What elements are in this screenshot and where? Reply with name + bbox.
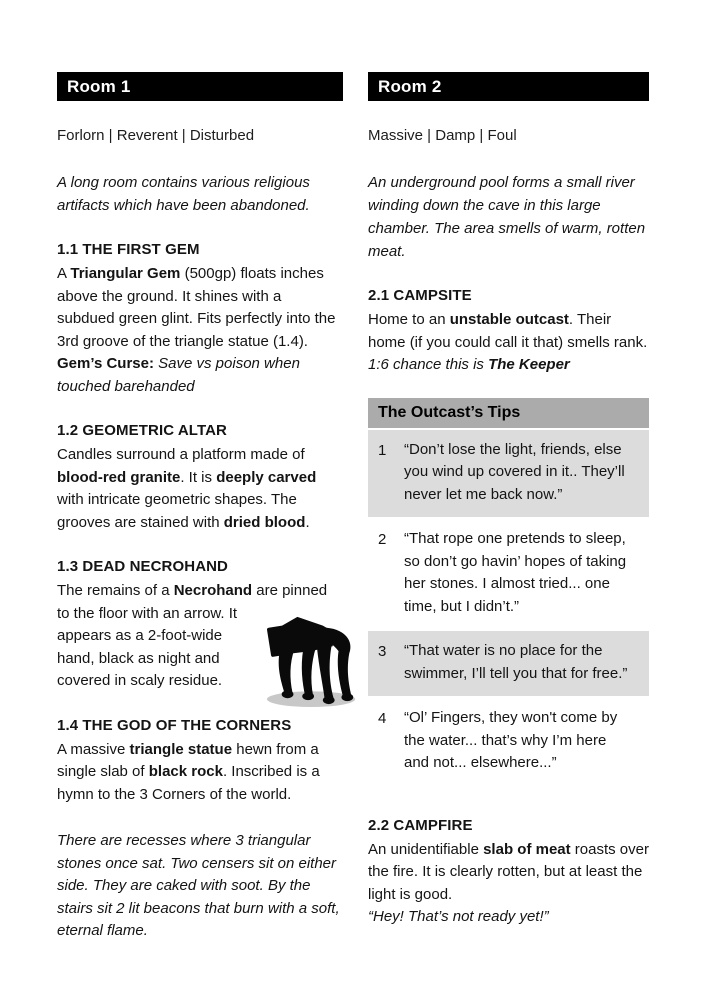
section-dead-necrohand-body: The remains of a Necrohand are pinned to the floor with an arrow. It bbox=[57, 582, 328, 622]
tips-table-row bbox=[368, 430, 649, 518]
section-geometric-altar bbox=[57, 421, 343, 534]
outcast-tips-table bbox=[368, 398, 649, 786]
tip-quote: “That water is no place for the swimmer, I’ll tell you that for free.” bbox=[404, 642, 628, 682]
section-geometric-altar-title: 1.2 GEOMETRIC ALTAR bbox=[57, 422, 227, 439]
section-campfire bbox=[368, 816, 649, 929]
tip-quote: “That rope one pretends to sleep, so don’t go havin’ hopes of taking her stones. I almost tried... one time, but I didn’t.” bbox=[404, 530, 627, 615]
section-campsite-title: 2.1 CAMPSITE bbox=[368, 287, 472, 304]
tip-number: 3 bbox=[378, 643, 387, 660]
section-campfire-title: 2.2 CAMPFIRE bbox=[368, 816, 473, 834]
tips-table-row bbox=[368, 631, 649, 696]
tip-number: 1 bbox=[378, 441, 387, 459]
tips-table-row bbox=[368, 698, 649, 786]
room2-column bbox=[368, 72, 649, 929]
section-dead-necrohand-title: 1.3 DEAD NECROHAND bbox=[57, 558, 228, 575]
section-dead-necrohand-body-wrapped: appears as a 2-foot-wide hand, black as night and covered in scaly residue. bbox=[57, 627, 223, 689]
room1-footnote: There are recesses where 3 triangular stones once sat. Two censers sit on either side. They are caked with soot. By the stairs sit 2 lit beacons that burn with a soft, eternal flame. bbox=[57, 832, 340, 939]
room2-title: Room 2 bbox=[378, 77, 442, 96]
outcast-tips-table-header: The Outcast’s Tips bbox=[368, 398, 649, 428]
section-god-of-corners-body: A massive triangle statue hewn from a single slab of black rock. Inscribed is a hymn to the 3 Corners of the world. bbox=[57, 740, 320, 803]
tip-quote: “Ol’ Fingers, they won't come by the water... that’s why I’m here and not... elsewhere...” bbox=[404, 709, 618, 771]
room1-title: Room 1 bbox=[67, 77, 131, 96]
campfire-quote: “Hey! That’s not ready yet!” bbox=[368, 908, 549, 925]
tip-number: 2 bbox=[378, 531, 387, 548]
room1-intro: A long room contains various religious artifacts which have been abandoned. bbox=[57, 174, 310, 214]
section-campsite bbox=[368, 286, 649, 377]
room1-header-bar bbox=[57, 72, 343, 101]
room2-intro: An underground pool forms a small river winding down the cave in this large chamber. The area smells of warm, rotten meat. bbox=[368, 174, 646, 260]
section-campfire-body: An unidentifiable slab of meat roasts over the fire. It is clearly rotten, but at least the light is good. bbox=[368, 840, 649, 903]
tip-number: 4 bbox=[378, 710, 387, 727]
section-campsite-body: Home to an unstable outcast. Their home (if you could call it that) smells rank. 1:6 chance this is The Keeper bbox=[368, 311, 648, 373]
section-geometric-altar-body: Candles surround a platform made of blood-red granite. It is deeply carved with intricate geometric shapes. The grooves are stained with dried blood. bbox=[57, 446, 317, 531]
section-god-of-corners-title: 1.4 THE GOD OF THE CORNERS bbox=[57, 716, 292, 734]
section-first-gem-title: 1.1 THE FIRST GEM bbox=[57, 241, 200, 258]
tips-table-row bbox=[368, 519, 649, 629]
tip-quote: “Don’t lose the light, friends, else you wind up covered in it.. They’ll never let me back now.” bbox=[404, 440, 625, 503]
section-god-of-corners bbox=[57, 716, 343, 807]
room1-column bbox=[57, 72, 343, 943]
section-first-gem bbox=[57, 240, 343, 398]
room1-tags: Forlorn | Reverent | Disturbed bbox=[57, 127, 255, 144]
section-dead-necrohand bbox=[57, 557, 343, 693]
room2-tags: Massive | Damp | Foul bbox=[368, 127, 517, 144]
room2-header-bar bbox=[368, 72, 649, 101]
section-first-gem-body: A Triangular Gem (500gp) floats inches above the ground. It shines with a subdued green glint. Fits perfectly into the 3rd groove of the triangle statue (1.4). Gem’s Curse: Save vs poison when touched barehanded bbox=[57, 265, 336, 395]
